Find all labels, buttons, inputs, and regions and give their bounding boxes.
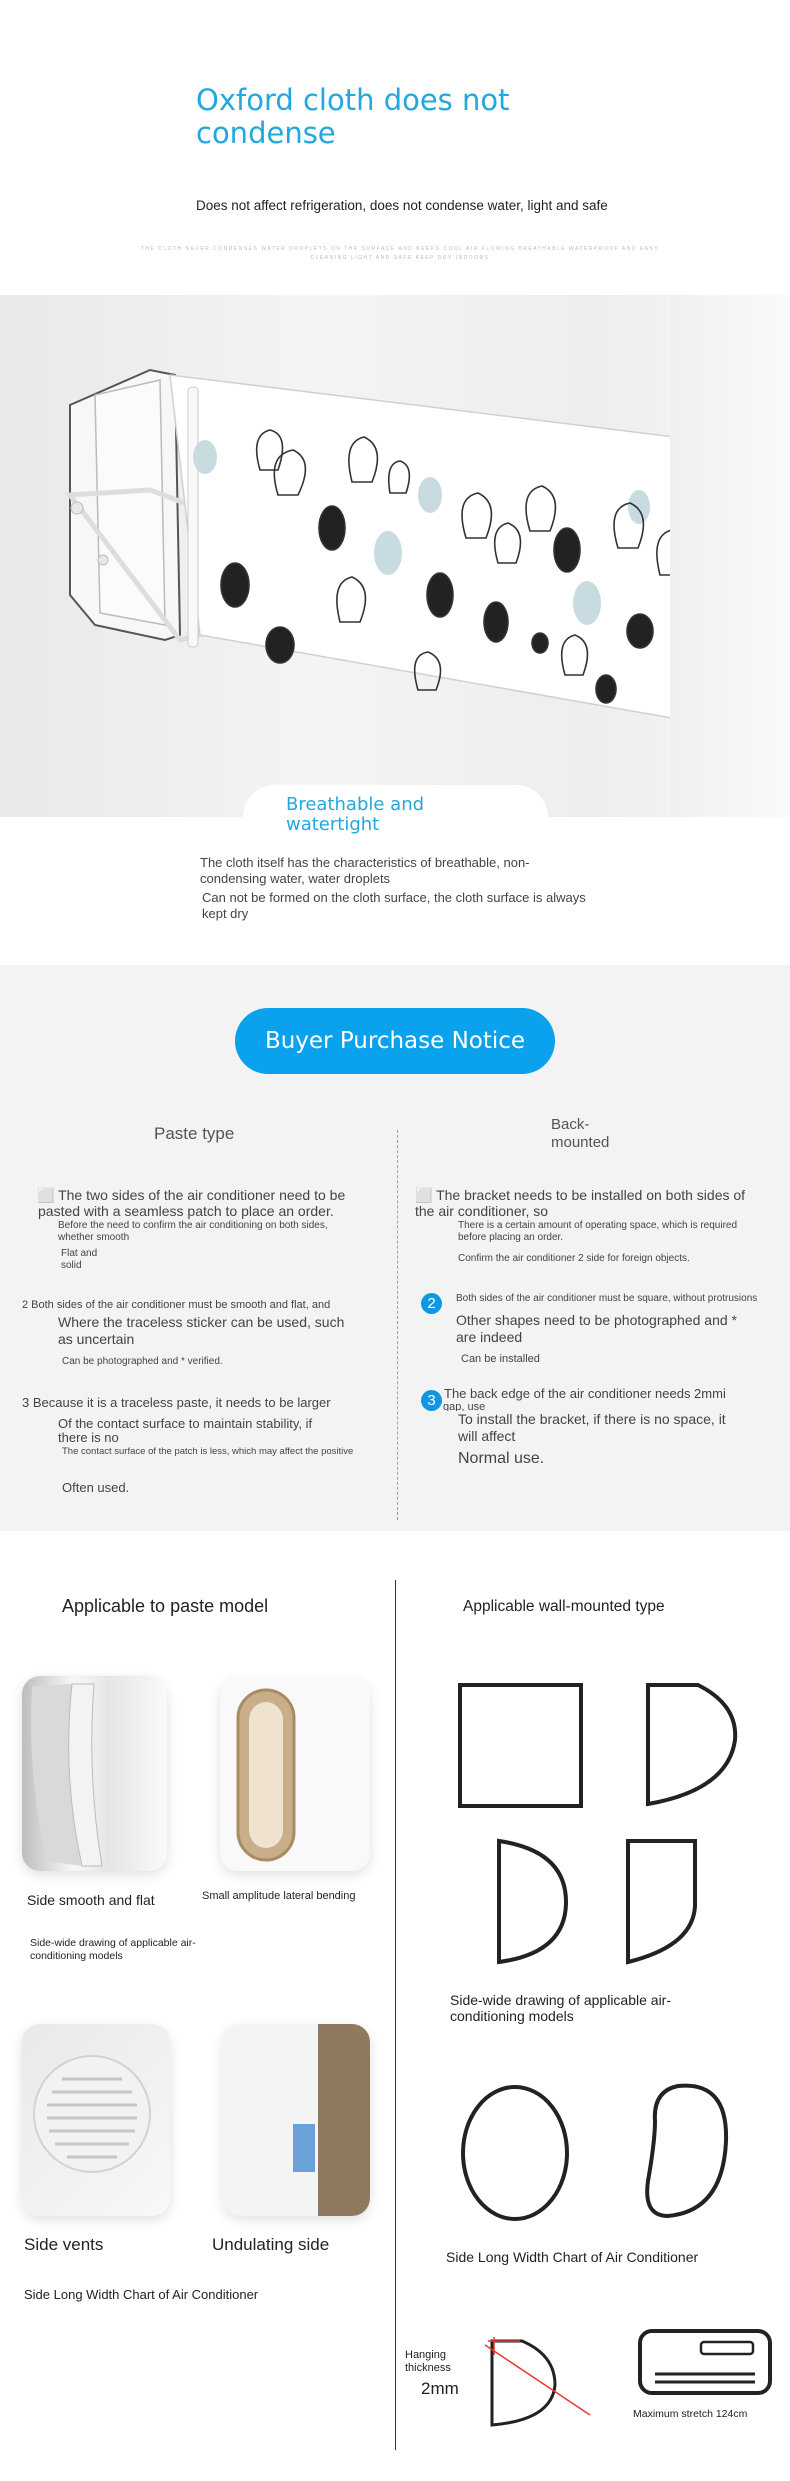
back-item-2-line-3: are indeed — [456, 1329, 523, 1345]
breathable-title: Breathable and watertight — [286, 794, 425, 835]
back-item-2-note: Can be installed — [461, 1353, 540, 1365]
paste-item-3-note: The contact surface of the patch is less, which may affect the positive — [62, 1446, 354, 1457]
thumb-smooth-side — [22, 1676, 167, 1871]
paste-item-3-line-3: there is no — [58, 1430, 119, 1445]
paste-model-heading: Applicable to paste model — [62, 1596, 269, 1616]
wall-drawing-caption: Side-wide drawing of applicable air-conditioning models — [450, 1992, 672, 2024]
applicable-divider — [395, 1580, 396, 2450]
shape-irregular-oval — [643, 2081, 743, 2231]
back-item-3-line-1: The back edge of the air conditioner needs 2mmi — [444, 1386, 726, 1401]
back-item-3-line-4: Normal use. — [458, 1450, 545, 1467]
thumb-lateral-bending — [220, 1678, 370, 1871]
hero-fine-print: THE CLOTH NEVER CONDENSES WATER DROPLETS ON THE SURFACE AND KEEPS COOL AIR FLOWING BREATHABLE WATERPROOF AND EASY CLEANING LIGHT AND SAFE KEEP DRY INDOORS — [140, 246, 660, 261]
paste-item-1-line-2: pasted with a seamless patch to place an order. — [38, 1203, 334, 1219]
back-item-2-line-1: Both sides of the air conditioner must be square, without protrusions — [456, 1293, 758, 1304]
hanging-thickness-label: Hanging thickness — [405, 2349, 451, 2374]
side-vents-illustration — [22, 2024, 170, 2216]
breathable-text-1: The cloth itself has the characteristics of breathable, non-condensing water, water droplets — [200, 855, 530, 886]
hero-description: Does not affect refrigeration, does not condense water, light and safe — [196, 198, 608, 213]
buyer-purchase-notice-button[interactable]: Buyer Purchase Notice — [235, 1008, 555, 1074]
paste-item-2-line-1: 2 Both sides of the air conditioner must be smooth and flat, and — [22, 1299, 331, 1311]
paste-drawing-caption: Side-wide drawing of applicable air-conditioning models — [30, 1937, 196, 1962]
undulating-side-illustration — [223, 2024, 370, 2216]
breathable-text-2: Can not be formed on the cloth surface, the cloth surface is always kept dry — [202, 890, 586, 921]
paste-item-2-line-3: as uncertain — [58, 1331, 135, 1347]
paste-item-1-note-3: solid — [61, 1260, 82, 1271]
back-item-3-line-2: To install the bracket, if there is no space, it — [458, 1411, 726, 1427]
shape-square — [455, 1680, 585, 1810]
hanging-thickness-value: 2mm — [421, 2379, 459, 2398]
wall-chart-caption: Side Long Width Chart of Air Conditioner — [446, 2249, 699, 2265]
thumb-side-vents — [22, 2024, 170, 2216]
window-background — [670, 295, 790, 817]
shape-oval — [458, 2083, 578, 2233]
paste-item-3-line-1: 3 Because it is a traceless paste, it needs to be larger — [22, 1395, 331, 1410]
thumb-undulating-side — [223, 2024, 370, 2216]
paste-item-2-line-2: Where the traceless sticker can be used, such — [58, 1314, 345, 1330]
thumb2-caption: Small amplitude lateral bending — [202, 1890, 356, 1902]
back-item-3-line-3: will affect — [458, 1428, 516, 1444]
max-stretch-label: Maximum stretch 124cm — [633, 2408, 748, 2420]
back-item-2-line-2: Other shapes need to be photographed and * — [456, 1312, 737, 1328]
back-item-1-note-2: Confirm the air conditioner 2 side for foreign objects. — [458, 1253, 690, 1264]
paste-item-1-note-2: Flat and — [61, 1248, 98, 1259]
wall-mounted-heading: Applicable wall-mounted type — [463, 1598, 665, 1615]
product-photo — [0, 295, 790, 817]
step-2-badge: 2 — [421, 1293, 442, 1314]
back-item-3-line-1b: gap, use — [443, 1401, 486, 1411]
back-mounted-heading: Back-mounted — [551, 1116, 610, 1151]
hero-title: Oxford cloth does not condense — [196, 83, 510, 150]
thumb4-caption: Undulating side — [212, 2235, 330, 2254]
back-item-1-note: There is a certain amount of operating space, which is required before placing an order. — [458, 1220, 738, 1243]
paste-item-3-note-2: Often used. — [62, 1480, 130, 1495]
shape-rounded-rect — [643, 1680, 743, 1810]
thumb3-caption: Side vents — [24, 2235, 104, 2254]
hanging-thickness-diagram — [480, 2335, 600, 2435]
ac-unit-icon — [637, 2328, 777, 2403]
paste-type-heading: Paste type — [154, 1124, 235, 1143]
thumb1-caption: Side smooth and flat — [27, 1892, 155, 1908]
paste-item-1-note: Before the need to confirm the air conditioning on both sides, whether smooth — [58, 1220, 328, 1243]
back-item-1-line-2: the air conditioner, so — [415, 1203, 549, 1219]
back-item-1-line-1: ⬜ The bracket needs to be installed on both sides of — [415, 1187, 746, 1203]
paste-item-3-line-2: Of the contact surface to maintain stability, if — [58, 1416, 313, 1431]
paste-item-1-line-1: ⬜ The two sides of the air conditioner need to be — [37, 1187, 346, 1203]
step-3-badge: 3 — [421, 1390, 442, 1411]
shape-d-shape — [623, 1836, 703, 1966]
lateral-bending-illustration — [220, 1678, 370, 1871]
smooth-side-illustration — [22, 1676, 167, 1871]
paste-item-2-note: Can be photographed and * verified. — [62, 1356, 223, 1367]
shape-half-circle — [494, 1836, 574, 1966]
paste-chart-caption: Side Long Width Chart of Air Conditioner — [24, 2287, 259, 2302]
